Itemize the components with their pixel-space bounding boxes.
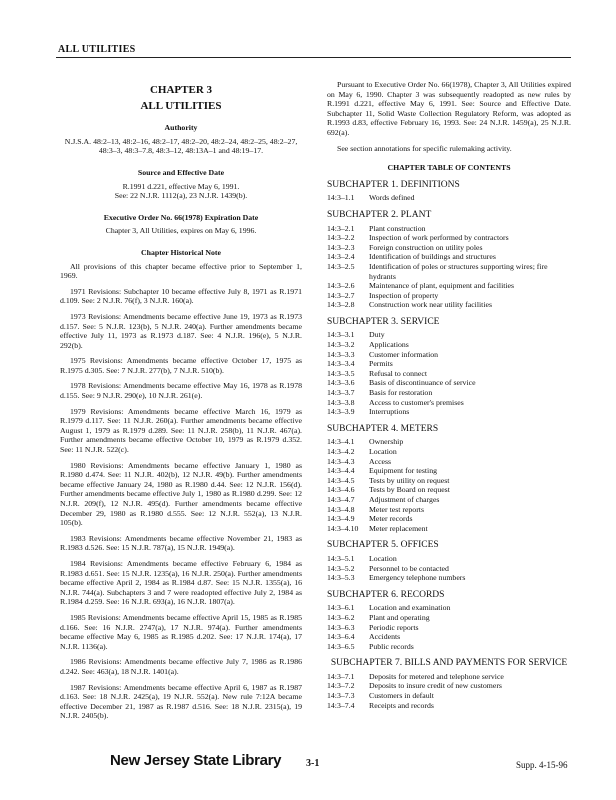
toc-entry (327, 233, 571, 243)
authority-heading: Authority (164, 123, 198, 133)
historical-note-paragraph: 1986 Revisions: Amendments became effective July 7, 1986 as R.1986 d.242. See: 463(a), 18 N.J.R. 1401(a). (60, 657, 302, 676)
toc-entry (327, 514, 571, 524)
section-number: 14:3–2.8 (327, 300, 355, 310)
section-title: Identification of poles or structures supporting wires; fire hydrants (369, 261, 548, 281)
historical-note-paragraph: 1978 Revisions: Amendments became effective May 16, 1978 as R.1978 d.155. See: 9 N.J.R. 290(e), 10 N.J.R. 261(e). (60, 381, 302, 401)
toc-entry (327, 407, 571, 417)
section-title: Foreign construction on utility poles (369, 242, 483, 252)
section-title: Deposits for metered and telephone service (369, 671, 504, 681)
toc-entry (327, 524, 571, 534)
section-title: Tests by Board on request (369, 485, 450, 495)
toc-entry (327, 485, 571, 495)
historical-note-paragraph: 1983 Revisions: Amendments became effective November 21, 1983 as R.1983 d.526. See: 15 N.J.R. 787(a), 15 N.J.R. 1949(a). (60, 533, 302, 553)
section-number: 14:3–2.5 (327, 261, 355, 271)
section-number: 14:3–3.8 (327, 397, 355, 407)
section-title: Ownership (369, 437, 404, 447)
section-title: Plant and operating (369, 612, 430, 622)
toc-entry (327, 603, 571, 613)
intro-paragraph: Pursuant to Executive Order No. 66(1978), Chapter 3, All Utilities expired on May 6, 1990. Chapter 3 was subsequently readopted as new rules by R.1991 d.221, effective May 6, 1991. See: Source and Effective Date. Subchapter 11, Solid Waste Collection Regulatory Reform, was adopted as R.1993 d.83, effective February 16, 1993. See: 24 N.J.R. 1459(a), 25 N.J.R. 692(a). (327, 80, 571, 137)
section-number: 14:3–2.4 (327, 252, 355, 262)
section-number: 14:3–5.1 (327, 553, 355, 563)
toc-entry (327, 613, 571, 623)
section-title: Customer information (369, 349, 439, 359)
section-number: 14:3–4.7 (327, 494, 355, 504)
section-number: 14:3–4.6 (327, 485, 355, 495)
section-title: Receipts and records (369, 700, 434, 710)
section-title: Location (369, 553, 397, 563)
section-number: 14:3–4.1 (327, 437, 355, 447)
see-annotations-note: See section annotations for specific rulemaking activity. (337, 143, 512, 153)
section-title: Inspection of work performed by contractors (369, 233, 509, 243)
toc-entry (327, 398, 571, 408)
running-header: ALL UTILITIES (58, 44, 136, 55)
section-number: 14:3–3.1 (327, 330, 355, 340)
section-title: Construction work near utility facilities (369, 300, 492, 310)
section-number: 14:3–3.6 (327, 378, 355, 388)
toc-entry (327, 554, 571, 564)
toc-entry (327, 476, 571, 486)
executive-order-heading: Executive Order No. 66(1978) Expiration Date (103, 212, 259, 222)
toc-entry (327, 369, 571, 379)
section-number: 14:3–3.3 (327, 349, 355, 359)
section-number: 14:3–6.1 (327, 603, 355, 613)
section-number: 14:3–4.5 (327, 475, 355, 485)
section-title: Identification of buildings and structures (369, 252, 496, 262)
subchapter-heading: SUBCHAPTER 6. RECORDS (327, 589, 445, 600)
subchapter-heading: SUBCHAPTER 3. SERVICE (327, 316, 440, 327)
section-title: Duty (369, 330, 385, 340)
toc-entry (327, 300, 571, 310)
section-title: Refusal to connect (369, 368, 428, 378)
toc-entry (327, 340, 571, 350)
historical-note-heading: Chapter Historical Note (141, 247, 221, 257)
section-number: 14:3–4.9 (327, 514, 355, 524)
toc-heading: CHAPTER TABLE OF CONTENTS (387, 163, 511, 173)
section-title: Applications (369, 340, 409, 350)
toc-entry (327, 457, 571, 467)
section-number: 14:3–7.1 (327, 671, 355, 681)
toc-entry (327, 252, 571, 262)
section-number: 14:3–4.3 (327, 456, 355, 466)
section-title: Public records (369, 641, 414, 651)
toc-entry (327, 193, 571, 203)
header-rule (56, 57, 571, 58)
section-title: Access (369, 456, 392, 466)
section-title: Meter records (369, 514, 413, 524)
section-number: 14:3–6.5 (327, 641, 355, 651)
historical-note-paragraph: 1987 Revisions: Amendments became effective April 6, 1987 as R.1987 d.163. See: 18 N.J.R. 2425(a), 19 N.J.R. 552(a). New rule 7:12A became effective December 21, 1987 as R.1987 d.516. See: 18 N.J.R. 2315(a), 19 N.J.R. 2405(b). (60, 682, 302, 721)
section-number: 14:3–3.7 (327, 388, 355, 398)
section-number: 14:3–4.4 (327, 466, 355, 476)
section-title: Customers in default (369, 691, 434, 701)
toc-entry (327, 573, 571, 583)
section-number: 14:3–2.7 (327, 290, 355, 300)
section-number: 14:3–5.3 (327, 573, 355, 583)
section-number: 14:3–6.4 (327, 632, 355, 642)
subchapter-heading: SUBCHAPTER 2. PLANT (327, 209, 432, 220)
section-title: Meter replacement (369, 523, 428, 533)
authority-text: N.J.S.A. 48:2–13, 48:2–16, 48:2–17, 48:2–20, 48:2–24, 48:2–25, 48:2–27, 48:3–3, 48:3–7.8, 48:3–12, 48:13A–1 and 48:19–17. (64, 136, 298, 156)
subchapter-heading: SUBCHAPTER 7. BILLS AND PAYMENTS FOR SERVICE (330, 658, 568, 669)
toc-entry (327, 330, 571, 340)
supplement-date: Supp. 4-15-96 (516, 760, 568, 770)
toc-entry (327, 291, 571, 301)
table-of-contents (327, 181, 571, 711)
right-column (327, 80, 571, 710)
toc-entry (327, 564, 571, 574)
section-title: Permits (369, 359, 393, 369)
chapter-title: ALL UTILITIES (140, 99, 222, 112)
section-number: 14:3–4.8 (327, 504, 355, 514)
section-number: 14:3–2.2 (327, 233, 355, 243)
library-stamp: New Jersey State Library (110, 752, 282, 769)
section-number: 14:3–3.9 (327, 407, 355, 417)
toc-entry (327, 447, 571, 457)
section-title: Periodic reports (369, 622, 419, 632)
section-title: Interruptions (369, 407, 410, 417)
section-number: 14:3–7.3 (327, 691, 355, 701)
section-title: Meter test reports (369, 504, 424, 514)
section-number: 14:3–3.4 (327, 359, 355, 369)
section-title: Personnel to be contacted (369, 563, 449, 573)
section-title: Plant construction (369, 223, 426, 233)
toc-entry (327, 632, 571, 642)
toc-entry (327, 672, 571, 682)
toc-entry (327, 224, 571, 234)
source-line-1: R.1991 d.221, effective May 6, 1991. (122, 181, 240, 191)
section-number: 14:3–7.2 (327, 681, 355, 691)
section-number: 14:3–4.10 (327, 523, 359, 533)
historical-note-paragraphs (60, 262, 302, 721)
toc-entry (327, 642, 571, 652)
section-number: 14:3–7.4 (327, 700, 355, 710)
toc-entry (327, 350, 571, 360)
section-title: Emergency telephone numbers (369, 573, 466, 583)
historical-note-paragraph: 1979 Revisions: Amendments became effective March 16, 1979 as R.1979 d.117. See: 11 N.J.R. 260(a). Further amendments became effective August 1, 1979 as R.1979 d.289. See: 11 N.J.R. 258(b), 11 N.J.R. 467(a). Further amendments became effective October 10, 1979 as R.1979 d.352. See: 11 N.J.R. 522(c). (60, 406, 302, 455)
source-heading: Source and Effective Date (137, 167, 225, 177)
historical-note-paragraph: 1971 Revisions: Subchapter 10 became effective July 8, 1971 as R.1971 d.109. See: 2 N.J.R. 76(f), 3 N.J.R. 160(a). (60, 286, 302, 306)
left-column (60, 80, 302, 727)
section-number: 14:3–4.2 (327, 447, 355, 456)
toc-entry (327, 437, 571, 447)
toc-entry (327, 359, 571, 369)
section-number: 14:3–6.2 (327, 612, 355, 622)
subchapter-heading: SUBCHAPTER 5. OFFICES (327, 540, 439, 551)
section-title: Inspection of property (369, 290, 439, 300)
toc-entry (327, 281, 571, 291)
toc-entry (327, 691, 571, 701)
toc-entry (327, 388, 571, 398)
source-line-2: See: 22 N.J.R. 1112(a), 23 N.J.R. 1439(b). (114, 191, 248, 201)
toc-entry (327, 505, 571, 515)
toc-entry (327, 378, 571, 388)
section-title: Location (369, 447, 397, 456)
historical-note-paragraph: 1973 Revisions: Amendments became effective June 19, 1973 as R.1973 d.157. See: 5 N.J.R. 123(b), 5 N.J.R. 240(a). Further amendments became effective July 11, 1973 as R.1973 d.187. See: 4 N.J.R. 196(e), 5 N.J.R. 292(b). (60, 311, 302, 350)
historical-note-paragraph: 1985 Revisions: Amendments became effective April 15, 1985 as R.1985 d.166. See: 16 N.J.R. 2747(a), 17 N.J.R. 974(a). Further amendments became effective May 6, 1985 as R.1985 d.202. See: 17 N.J.R. 174(a), 17 N.J.R. 1136(a). (60, 612, 302, 651)
section-title: Location and examination (369, 603, 451, 613)
section-number: 14:3–5.2 (327, 563, 355, 573)
section-title: Accidents (369, 632, 401, 642)
section-number: 14:3–1.1 (327, 193, 355, 203)
page-number: 3-1 (306, 758, 320, 769)
section-title: Deposits to insure credit of new customers (369, 681, 502, 691)
section-title: Words defined (369, 193, 415, 203)
executive-order-text: Chapter 3, All Utilities, expires on May 6, 1996. (105, 226, 257, 236)
toc-entry (327, 495, 571, 505)
section-number: 14:3–2.1 (327, 223, 355, 233)
section-title: Tests by utility on request (369, 475, 450, 485)
section-title: Maintenance of plant, equipment and facilities (369, 281, 515, 291)
toc-entry (327, 623, 571, 633)
chapter-number: CHAPTER 3 (149, 84, 213, 96)
historical-note-paragraph: 1980 Revisions: Amendments became effective January 1, 1980 as R.1980 d.474. See: 11 N.J.R. 402(b), 12 N.J.R. 49(b). Further amendments became effective January 24, 1980 as R.1980 d.44. See: 12 N.J.R. 156(d). Further amendments became effective July 1, 1980 as R.1980 d.299. See: 12 N.J.R. 209(f), 12 N.J.R. 495(d). Further amendments became effective December 29, 1980 as R.1980 d.555. See: 12 N.J.R. 552(a), 13 N.J.R. 105(b). (60, 460, 302, 528)
historical-note-paragraph: All provisions of this chapter became effective prior to September 1, 1969. (60, 261, 302, 281)
toc-entry (327, 701, 571, 711)
subchapter-heading: SUBCHAPTER 4. METERS (327, 423, 439, 434)
section-number: 14:3–6.3 (327, 622, 355, 632)
historical-note-paragraph: 1975 Revisions: Amendments became effective October 17, 1975 as R.1975 d.305. See: 7 N.J.R. 277(b), 7 N.J.R. 510(b). (60, 356, 302, 375)
section-title: Adjustment of charges (369, 494, 440, 504)
subchapter-heading: SUBCHAPTER 1. DEFINITIONS (327, 179, 460, 190)
section-number: 14:3–3.5 (327, 368, 355, 378)
toc-entry (327, 466, 571, 476)
section-title: Access to customer's premises (369, 397, 464, 407)
section-number: 14:3–3.2 (327, 340, 355, 350)
toc-entry (327, 681, 571, 691)
toc-entry (327, 262, 571, 281)
toc-entry (327, 243, 571, 253)
historical-note-paragraph: 1984 Revisions: Amendments became effective February 6, 1984 as R.1983 d.651. See: 15 N.J.R. 1235(a), 16 N.J.R. 250(a). Further amendments became effective April 2, 1984 as R.1984 d.87. See: 15 N.J.R. 1355(a), 16 N.J.R. 744(a). Subchapters 3 and 7 were readopted effective July 2, 1984 as R.1984 d.259. See: 16 N.J.R. 693(a), 16 N.J.R. 1807(a). (60, 558, 302, 607)
section-number: 14:3–2.3 (327, 242, 355, 252)
section-title: Equipment for testing (369, 466, 437, 476)
section-title: Basis of discontinuance of service (369, 378, 476, 388)
section-title: Basis for restoration (369, 388, 433, 398)
section-number: 14:3–2.6 (327, 281, 355, 291)
